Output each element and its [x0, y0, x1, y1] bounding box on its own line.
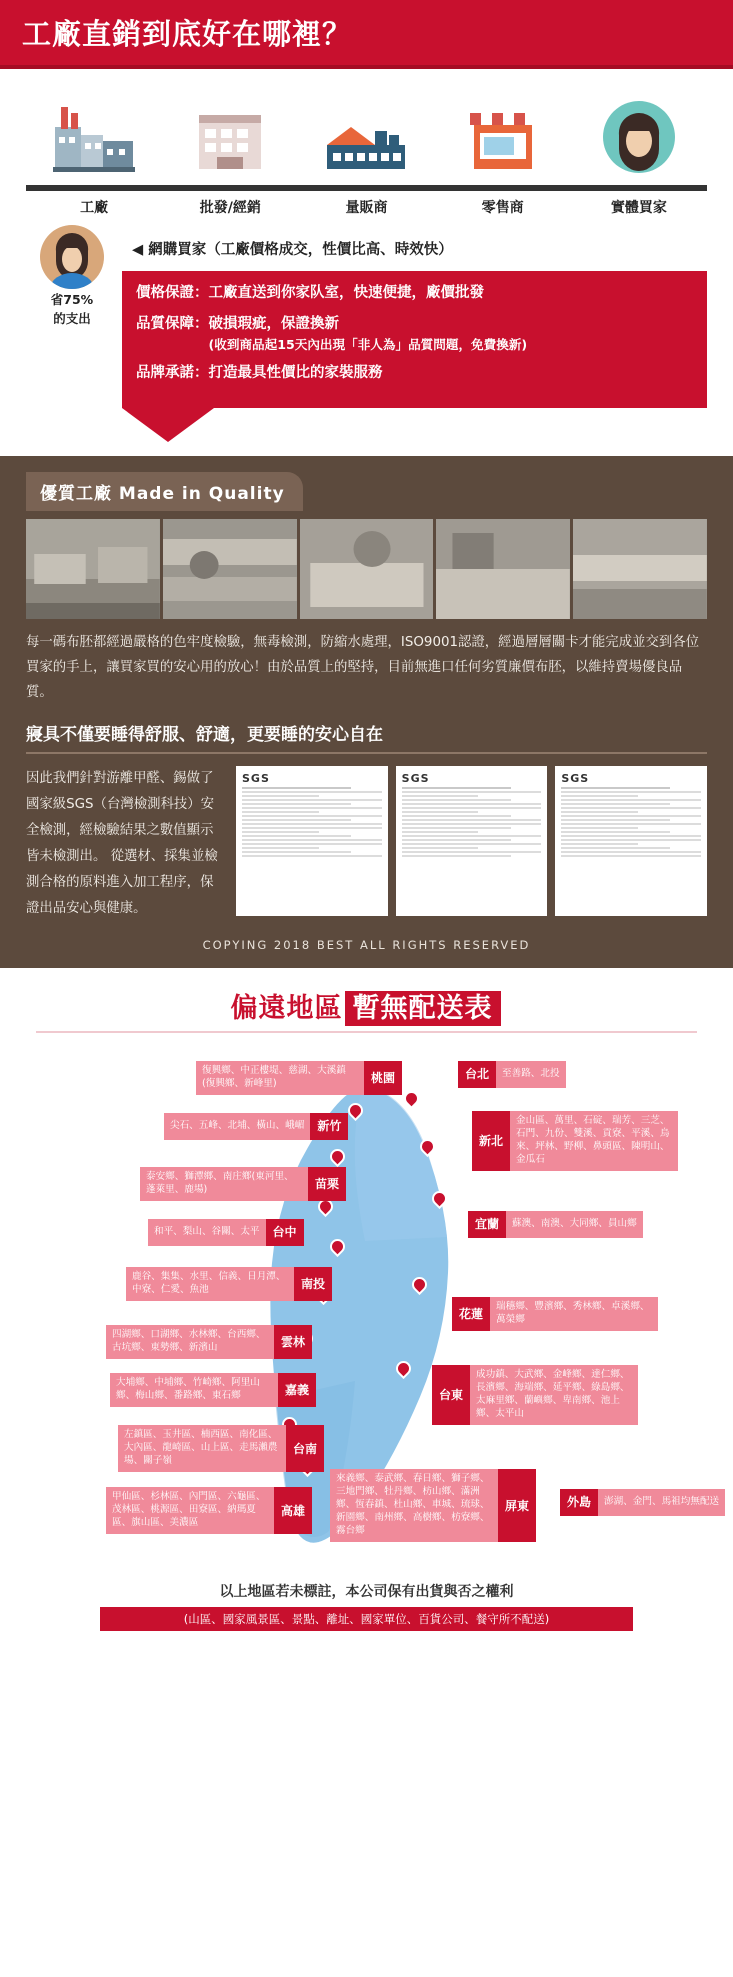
saving-badge-line2: 的支出: [53, 310, 91, 326]
down-arrow-icon: [122, 408, 214, 442]
sgs-logo: SGS: [561, 771, 590, 785]
region-tag-pingtung: [330, 1469, 536, 1542]
map-title-wrap: [0, 986, 733, 1025]
quality-tab-title: 優質工廠 Made in Quality: [26, 472, 303, 511]
region-name: 新竹: [310, 1113, 348, 1139]
delivery-exclusion-section: [0, 968, 733, 1641]
chain-label-0: 工廠: [80, 200, 109, 216]
region-detail: 甲仙區、杉林區、內門區、六龜區、茂林區、桃源區、田寮區、納瑪夏區、旗山區、美濃區: [106, 1487, 274, 1534]
chain-icon-factory: [49, 97, 139, 179]
chain-icon-mass-retail: [321, 97, 411, 179]
map-pin-new-taipei: [420, 1139, 437, 1161]
region-tag-tainan: [118, 1425, 324, 1472]
quality-factory-section: [0, 456, 733, 968]
region-tag-chiayi: [110, 1373, 316, 1407]
sgs-report: [236, 766, 388, 916]
region-detail: 來義鄉、泰武鄉、春日鄉、獅子鄉、三地門鄉、牡丹鄉、枋山鄉、滿洲鄉、恆春鎮、杜山鄉、車城、琉球、新園鄉、南州鄉、高樹鄉、枋寮鄉、霧台鄉: [330, 1469, 498, 1542]
chain-label-1: 批發/經銷: [199, 200, 261, 216]
map-pin-taipei: [404, 1091, 421, 1113]
map-footer-note: 以上地區若未標註，本公司保有出貨與否之權利: [219, 1584, 514, 1601]
factory-photo-1: [26, 519, 160, 619]
map-pin-taichung: [330, 1239, 347, 1261]
region-detail: 和平、梨山、谷關、太平: [148, 1219, 266, 1245]
region-tag-yilan: [468, 1211, 643, 1237]
promise-value: 工廠直送到你家队室，快速便捷，廠價批發: [208, 285, 484, 301]
factory-photo-2: [163, 519, 297, 619]
promise-row: [136, 314, 693, 355]
region-detail: 澎湖、金門、馬祖均無配送: [598, 1489, 725, 1515]
saving-badge: [26, 225, 118, 326]
promise-value: [209, 314, 528, 355]
region-tag-hsinchu: [164, 1113, 348, 1139]
sgs-report: [396, 766, 548, 916]
region-name: 雲林: [274, 1325, 312, 1359]
avatar: [40, 225, 104, 289]
region-name: 台北: [458, 1061, 496, 1087]
copyright-text: COPYING 2018 BEST ALL RIGHTS RESERVED: [202, 938, 531, 953]
map-title: [231, 986, 503, 1025]
chain-label-2: 量販商: [345, 200, 388, 216]
map-pin-hualien: [412, 1277, 429, 1299]
region-detail: 四湖鄉、口湖鄉、水林鄉、台西鄉、古坑鄉、東勢鄉、新濱山: [106, 1325, 274, 1359]
region-name: 高雄: [274, 1487, 312, 1534]
supply-chain-icons: [0, 69, 733, 179]
region-tag-taipei: [458, 1061, 566, 1087]
region-detail: 蘇澳、南澳、大同鄉、員山鄉: [506, 1211, 643, 1237]
region-detail: 瑞穗鄉、豐濱鄉、秀林鄉、卓溪鄉、萬榮鄉: [490, 1297, 658, 1331]
sgs-report: [555, 766, 707, 916]
region-tag-hualien: [452, 1297, 658, 1331]
promise-key: 品牌承諾：: [136, 365, 209, 382]
online-buyer-block: [26, 225, 707, 442]
sgs-block: [26, 766, 707, 923]
factory-photo-5: [573, 519, 707, 619]
chain-icon-wholesale: [185, 97, 275, 179]
region-name: 台中: [266, 1219, 304, 1245]
factory-photo-3: [300, 519, 434, 619]
region-tag-taitung: [432, 1365, 638, 1425]
map-title-pre: 偏遠地區: [230, 993, 343, 1025]
promise-panel: [122, 271, 707, 408]
map-title-box: 暫無配送表: [345, 991, 501, 1026]
promise-row: [136, 363, 693, 385]
comfort-subtitle: 寢具不僅要睡得舒服、舒適，更要睡的安心自在: [26, 720, 707, 754]
region-tag-outlying-islands: [560, 1489, 725, 1515]
region-detail: 左鎮區、玉井區、楠西區、南化區、大內區、龍崎區、山上區、走馬瀨農場、關子嶺: [118, 1425, 286, 1472]
factory-photo-strip: [26, 519, 707, 619]
promise-key: 價格保證：: [136, 285, 209, 301]
region-name: 苗栗: [308, 1167, 346, 1201]
region-name: 台南: [286, 1425, 324, 1472]
region-tag-miaoli: [140, 1167, 346, 1201]
chain-labels: [0, 191, 733, 217]
promise-value: 打造最具性價比的家裝服務: [208, 365, 383, 382]
region-detail: 至善路、北投: [496, 1061, 566, 1087]
chain-icon-buyer: [594, 97, 684, 179]
map-pin-taoyuan: [348, 1103, 365, 1125]
region-detail: 成功鎮、大武鄉、金峰鄉、達仁鄉、長濱鄉、海端鄉、延平鄉、綠島鄉、太麻里鄉、蘭嶼鄉、卑南鄉、池上鄉、太平山: [470, 1365, 638, 1425]
saving-badge-line1: 省75%: [50, 292, 94, 307]
map-pin-yilan: [432, 1191, 449, 1213]
region-detail: 鹿谷、集集、水里、信義、日月潭、中寮、仁愛、魚池: [126, 1267, 294, 1301]
region-detail: 大埔鄉、中埔鄉、竹崎鄉、阿里山鄉、梅山鄉、番路鄉、東石鄉: [110, 1373, 278, 1407]
title-rule: [36, 1031, 697, 1033]
chain-label-4: 實體買家: [610, 200, 667, 216]
region-name: 新北: [472, 1111, 510, 1171]
region-tag-new-taipei: [472, 1111, 678, 1171]
map-pin-taitung: [396, 1361, 413, 1383]
region-tag-taoyuan: [196, 1061, 402, 1095]
region-detail: 金山區、萬里、石碇、瑞芳、三芝、石門、九份、雙溪、貢寮、平溪、烏來、坪林、野柳、鼻頭區、陳明山、金瓜石: [510, 1111, 678, 1171]
promise-value-main: 破損瑕疵，保證換新: [208, 315, 339, 332]
factory-direct-section: [0, 0, 733, 450]
region-tag-yunlin: [106, 1325, 312, 1359]
region-name: 桃園: [364, 1061, 402, 1095]
region-tag-nantou: [126, 1267, 332, 1301]
region-name: 宜蘭: [468, 1211, 506, 1237]
online-buyer-note: ◀ 網購買家（工廠價格成交，性價比高、時效快）: [132, 241, 453, 258]
region-name: 嘉義: [278, 1373, 316, 1407]
map-footer-sub: (山區、國家風景區、景點、離址、國家單位、百貨公司、餐守所不配送): [100, 1607, 633, 1631]
promise-row: [136, 283, 693, 305]
region-tag-taichung: [148, 1219, 304, 1245]
taiwan-map: [0, 1039, 733, 1579]
chain-icon-retail-shop: [458, 97, 548, 179]
region-name: 屏東: [498, 1469, 536, 1542]
promise-value-sub: (收到商品起15天內出現「非人為」品質問題，免費換新): [208, 336, 528, 352]
region-name: 南投: [294, 1267, 332, 1301]
map-pin-miaoli: [318, 1199, 335, 1221]
promise-key: 品質保障：: [136, 315, 209, 332]
chain-label-3: 零售商: [481, 200, 524, 216]
region-name: 花蓮: [452, 1297, 490, 1331]
region-tag-kaohsiung: [106, 1487, 312, 1534]
sgs-logo: SGS: [242, 771, 270, 785]
region-detail: 尖石、五峰、北埔、橫山、峨嵋: [164, 1113, 310, 1139]
quality-paragraph: 每一碼布胚都經過嚴格的色牢度檢驗，無毒檢測，防縮水處理，ISO9001認證，經過層層關卡才能完成並交到各位買家的手上，讓買家買的安心用的放心！由於品質上的堅持，目前無進口任何劣質廉價布胚，以維持賣場優良品質。: [26, 635, 700, 700]
factory-photo-4: [436, 519, 570, 619]
sgs-logo: SGS: [401, 771, 430, 785]
region-name: 外島: [560, 1489, 598, 1515]
region-detail: 復興鄉、中正樓堤、慈湖、大溪鎮(復興鄉、新峰里): [196, 1061, 364, 1095]
region-name: 台東: [432, 1365, 470, 1425]
page-title: 工廠直銷到底好在哪裡？: [0, 0, 733, 69]
sgs-description: 因此我們針對游離甲醛、錫做了國家級SGS（台灣檢測科技）安全檢測，經檢驗結果之數值顯示皆未檢測出。 從選材、採集並檢測合格的原料進入加工程序，保證出品安心與健康。: [26, 770, 218, 917]
sgs-report-list: [236, 766, 707, 923]
region-detail: 泰安鄉、獅潭鄉、南庄鄉(東河里、蓬萊里、鹿場): [140, 1167, 308, 1201]
